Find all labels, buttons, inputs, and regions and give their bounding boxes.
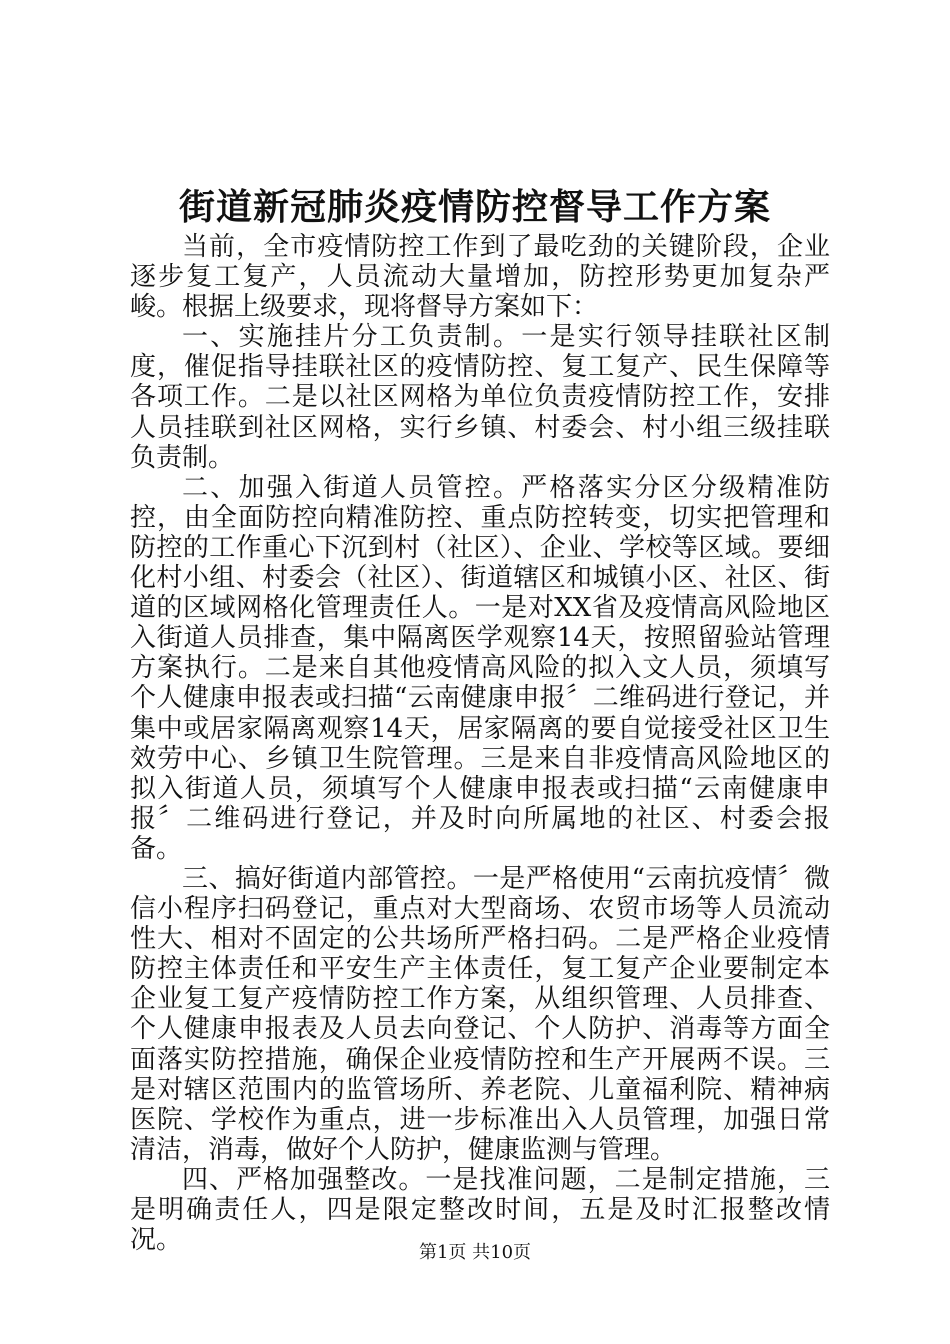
paragraph-section-3: 三、搞好街道内部管控。一是严格使用“云南抗疫情〞微信小程序扫码登记，重点对大型商场、农贸市场等人员流动性大、相对不固定的公共场所严格扫码。二是严格企业疫情防控主体责任和平安生产主体责任，复工复产企业要制定本企业复工复产疫情防控工作方案，从组织管理、人员排查、个人健康申报表及人员去向登记、个人防护、消毒等方面全面落实防控措施，确保企业疫情防控和生产开展两不误。三是对辖区范围内的监管场所、养老院、儿童福利院、精神病医院、学校作为重点，进一步标准出入人员管理，加强日常清洁，消毒，做好个人防护，健康监测与管理。	[130, 863, 830, 1165]
document-title: 街道新冠肺炎疫情防控督导工作方案	[178, 186, 771, 228]
paragraph-section-1: 一、实施挂片分工负责制。一是实行领导挂联社区制度，催促指导挂联社区的疫情防控、复工复产、民生保障等各项工作。二是以社区网格为单位负责疫情防控工作，安排人员挂联到社区网格，实行乡镇、村委会、村小组三级挂联负责制。	[130, 322, 830, 473]
paragraph-intro: 当前，全市疫情防控工作到了最吃劲的关键阶段，企业逐步复工复产，人员流动大量增加，防控形势更加复杂严峻。根据上级要求，现将督导方案如下：	[130, 232, 830, 323]
page-number-footer: 第1页 共10页	[418, 1242, 532, 1263]
paragraph-section-4: 四、严格加强整改。一是找准问题，二是制定措施，三是明确责任人，四是限定整改时间，五是及时汇报整改情况。	[130, 1164, 830, 1256]
document-body	[130, 232, 830, 1255]
paragraph-section-2: 二、加强入街道人员管控。严格落实分区分级精准防控，由全面防控向精准防控、重点防控转变，切实把管理和防控的工作重心下沉到村（社区）、企业、学校等区域。要细化村小组、村委会（社区）、街道辖区和城镇小区、社区、街道的区域网格化管理责任人。一是对XX省及疫情高风险地区入街道人员排查，集中隔离医学观察14天，按照留验站管理方案执行。二是来自其他疫情高风险的拟入文人员，须填写个人健康申报表或扫描“云南健康申报〞二维码进行登记，并集中或居家隔离观察14天，居家隔离的要自觉接受社区卫生效劳中心、乡镇卫生院管理。三是来自非疫情高风险地区的拟入街道人员，须填写个人健康申报表或扫描“云南健康申报〞二维码进行登记，并及时向所属地的社区、村委会报备。	[130, 472, 830, 864]
